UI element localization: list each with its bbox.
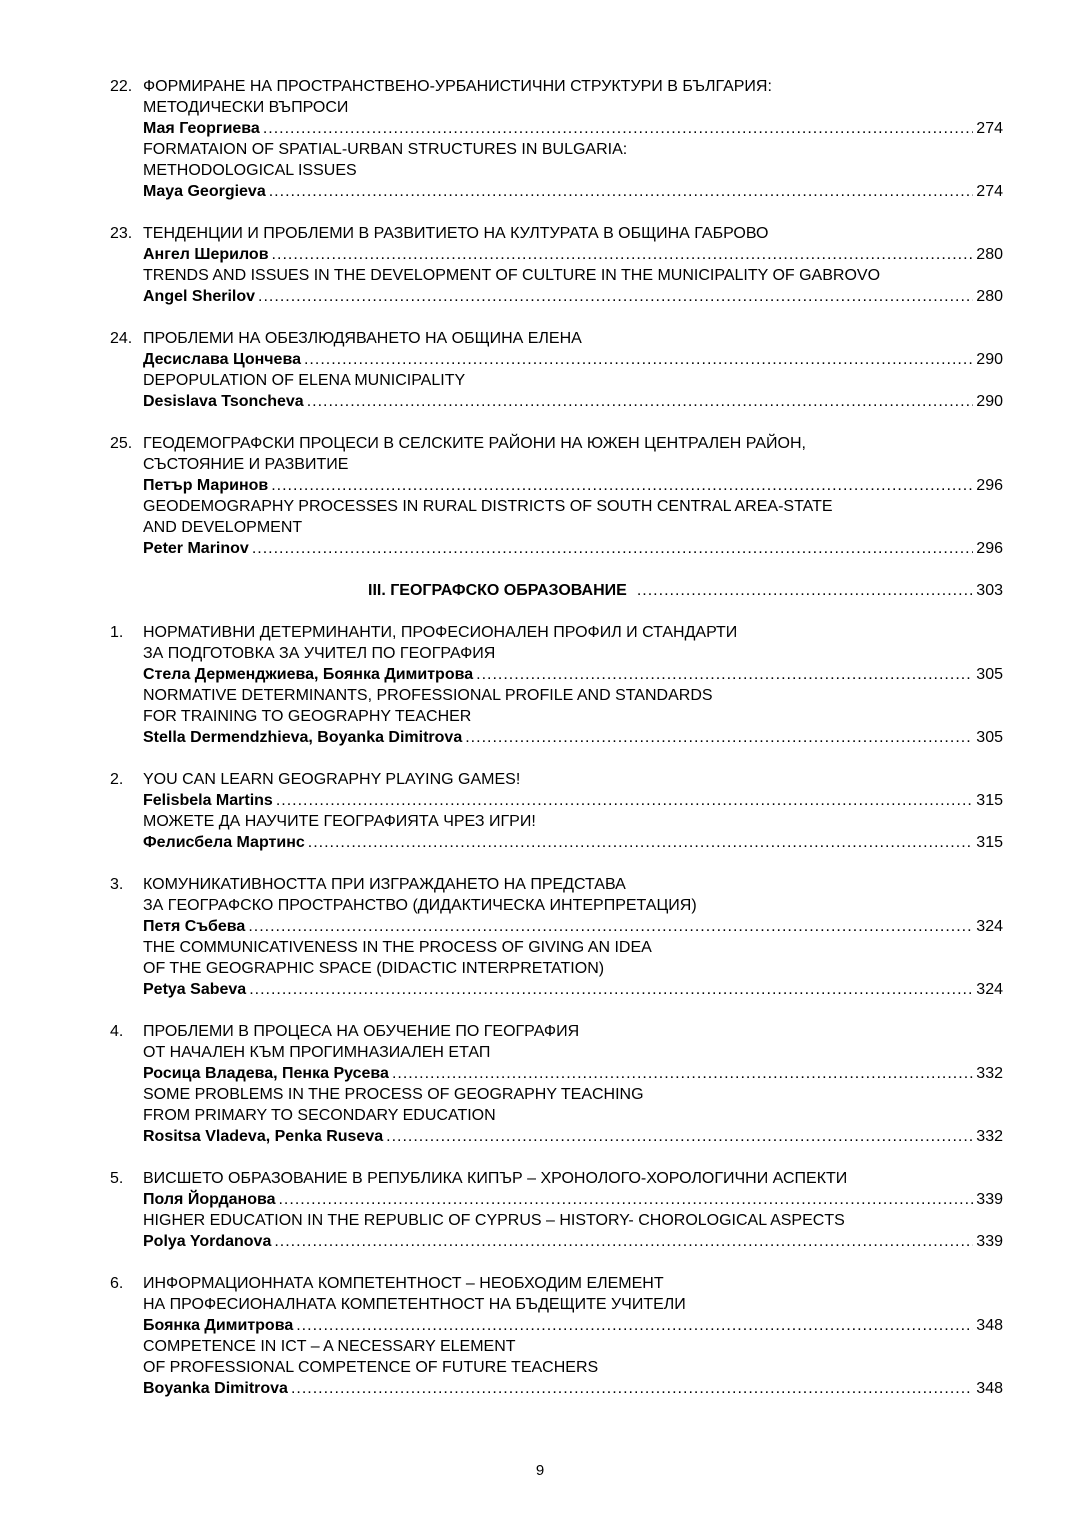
toc-part-2	[110, 622, 1003, 1399]
entry-page: 324	[976, 981, 1003, 998]
entry-title-line: SOME PROBLEMS IN THE PROCESS OF GEOGRAPHY TEACHING	[143, 1086, 644, 1103]
toc-author-line[interactable]	[143, 475, 1003, 496]
entry-content	[143, 769, 1003, 853]
entry-number: 2.	[110, 771, 124, 788]
entry-content	[143, 223, 1003, 307]
entry-page: 324	[976, 918, 1003, 935]
entry-title-line: МЕТОДИЧЕСКИ ВЪПРОСИ	[143, 99, 349, 116]
entry-page: 348	[976, 1380, 1003, 1397]
toc-author-line[interactable]	[143, 1126, 1003, 1147]
entry-title-line: FOR TRAINING TO GEOGRAPHY TEACHER	[143, 708, 472, 725]
entry-authors: Felisbela Martins	[143, 792, 273, 809]
entry-authors: Мая Георгиева	[143, 120, 260, 137]
entry-title-line: ПРОБЛЕМИ В ПРОЦЕСА НА ОБУЧЕНИЕ ПО ГЕОГРАФИЯ	[143, 1023, 580, 1040]
entry-page: 332	[976, 1128, 1003, 1145]
entry-title-line: COMPETENCE IN ICT – A NECESSARY ELEMENT	[143, 1338, 516, 1355]
dot-leader	[637, 580, 973, 601]
entry-content	[143, 76, 1003, 202]
entry-authors: Поля Йорданова	[143, 1191, 276, 1208]
toc-entry[interactable]	[110, 223, 1003, 307]
toc-author-line[interactable]	[143, 118, 1003, 139]
dot-leader	[263, 118, 973, 139]
entry-title-line: TRENDS AND ISSUES IN THE DEVELOPMENT OF CULTURE IN THE MUNICIPALITY OF GABROVO	[143, 267, 881, 284]
entry-number: 4.	[110, 1023, 124, 1040]
entry-content	[143, 1168, 1003, 1252]
entry-title-line: YOU CAN LEARN GEOGRAPHY PLAYING GAMES!	[143, 771, 521, 788]
toc-author-line[interactable]	[143, 790, 1003, 811]
toc-author-line[interactable]	[143, 244, 1003, 265]
entry-number: 24.	[110, 330, 133, 347]
entry-page: 305	[976, 666, 1003, 683]
dot-leader	[307, 391, 974, 412]
toc-author-line[interactable]	[143, 664, 1003, 685]
entry-title-line: НА ПРОФЕСИОНАЛНАТА КОМПЕТЕНТНОСТ НА БЪДЕЩИТЕ УЧИТЕЛИ	[143, 1296, 686, 1313]
entry-title-line: ГЕОДЕМОГРАФСКИ ПРОЦЕСИ В СЕЛСКИТЕ РАЙОНИ НА ЮЖЕН ЦЕНТРАЛЕН РАЙОН,	[143, 435, 806, 452]
toc-entry[interactable]	[110, 1273, 1003, 1399]
dot-leader	[274, 1231, 973, 1252]
entry-authors: Росица Владева, Пенка Русева	[143, 1065, 389, 1082]
entry-title-line: ПРОБЛЕМИ НА ОБЕЗЛЮДЯВАНЕТО НА ОБЩИНА ЕЛЕНА	[143, 330, 582, 347]
entry-number: 1.	[110, 624, 124, 641]
entry-title-line: THE COMMUNICATIVENESS IN THE PROCESS OF GIVING AN IDEA	[143, 939, 652, 956]
entry-page: 280	[976, 288, 1003, 305]
entry-title-line: ЗА ГЕОГРАФСКО ПРОСТРАНСТВО (ДИДАКТИЧЕСКА ИНТЕРПРЕТАЦИЯ)	[143, 897, 697, 914]
toc-entry[interactable]	[110, 1021, 1003, 1147]
toc-entry[interactable]	[110, 874, 1003, 1000]
toc-author-line[interactable]	[143, 1378, 1003, 1399]
dot-leader	[249, 979, 973, 1000]
toc-author-line[interactable]	[143, 1231, 1003, 1252]
entry-page: 332	[976, 1065, 1003, 1082]
entry-content	[143, 433, 1003, 559]
entry-title-line: ЗА ПОДГОТОВКА ЗА УЧИТЕЛ ПО ГЕОГРАФИЯ	[143, 645, 496, 662]
entry-authors: Desislava Tsoncheva	[143, 393, 304, 410]
toc-entry[interactable]	[110, 622, 1003, 748]
dot-leader	[476, 664, 973, 685]
toc-author-line[interactable]	[143, 916, 1003, 937]
entry-content	[143, 328, 1003, 412]
entry-page: 305	[976, 729, 1003, 746]
dot-leader	[392, 1063, 973, 1084]
toc-author-line[interactable]	[143, 1063, 1003, 1084]
dot-leader	[248, 916, 973, 937]
dot-leader	[276, 790, 973, 811]
dot-leader	[272, 244, 974, 265]
toc-entry[interactable]	[110, 1168, 1003, 1252]
entry-page: 280	[976, 246, 1003, 263]
toc-author-line[interactable]	[143, 349, 1003, 370]
entry-content	[143, 874, 1003, 1000]
entry-page: 348	[976, 1317, 1003, 1334]
dot-leader	[271, 475, 973, 496]
entry-page: 339	[976, 1233, 1003, 1250]
entry-title-line: OF THE GEOGRAPHIC SPACE (DIDACTIC INTERPRETATION)	[143, 960, 605, 977]
toc-entry[interactable]	[110, 76, 1003, 202]
toc-author-line[interactable]	[143, 979, 1003, 1000]
entry-page: 274	[976, 120, 1003, 137]
entry-authors: Боянка Димитрова	[143, 1317, 294, 1334]
toc-author-line[interactable]	[143, 1189, 1003, 1210]
dot-leader	[252, 538, 973, 559]
entry-title-line: ОТ НАЧАЛЕН КЪМ ПРОГИМНАЗИАЛЕН ЕТАП	[143, 1044, 491, 1061]
entry-title-line: ТЕНДЕНЦИИ И ПРОБЛЕМИ В РАЗВИТИЕТО НА КУЛТУРАТА В ОБЩИНА ГАБРОВО	[143, 225, 769, 242]
toc-author-line[interactable]	[143, 1315, 1003, 1336]
entry-authors: Стела Дерменджиева, Боянка Димитрова	[143, 666, 474, 683]
entry-content	[143, 1021, 1003, 1147]
entry-authors: Rositsa Vladeva, Penka Ruseva	[143, 1128, 384, 1145]
entry-title-line: СЪСТОЯНИЕ И РАЗВИТИЕ	[143, 456, 349, 473]
entry-title-line: НОРМАТИВНИ ДЕТЕРМИНАНТИ, ПРОФЕСИОНАЛЕН ПРОФИЛ И СТАНДАРТИ	[143, 624, 738, 641]
entry-authors: Peter Marinov	[143, 540, 249, 557]
entry-title-line: FROM PRIMARY TO SECONDARY EDUCATION	[143, 1107, 496, 1124]
entry-authors: Ангел Шерилов	[143, 246, 269, 263]
toc-author-line[interactable]	[143, 391, 1003, 412]
toc-author-line[interactable]	[143, 286, 1003, 307]
entry-title-line: AND DEVELOPMENT	[143, 519, 303, 536]
entry-title-line: DEPOPULATION OF ELENA MUNICIPALITY	[143, 372, 466, 389]
entry-number: 25.	[110, 435, 133, 452]
entry-authors: Angel Sherilov	[143, 288, 256, 305]
entry-title-line: ИНФОРМАЦИОННАТА КОМПЕТЕНТНОСТ – НЕОБХОДИМ ЕЛЕМЕНТ	[143, 1275, 664, 1292]
toc-author-line[interactable]	[143, 727, 1003, 748]
entry-content	[143, 622, 1003, 748]
entry-title-line: METHODOLOGICAL ISSUES	[143, 162, 357, 179]
entry-page: 290	[976, 393, 1003, 410]
dot-leader	[278, 1189, 973, 1210]
entry-authors: Десислава Цончева	[143, 351, 301, 368]
entry-title-line: ВИСШЕТО ОБРАЗОВАНИЕ В РЕПУБЛИКА КИПЪР – ХРОНОЛОГО-ХОРОЛОГИЧНИ АСПЕКТИ	[143, 1170, 848, 1187]
toc-part-1	[110, 76, 1003, 559]
entry-page: 296	[976, 540, 1003, 557]
toc-author-line[interactable]	[143, 832, 1003, 853]
toc-author-line[interactable]	[143, 181, 1003, 202]
toc-entry[interactable]	[110, 769, 1003, 853]
entry-authors: Maya Georgieva	[143, 183, 266, 200]
entry-authors: Boyanka Dimitrova	[143, 1380, 288, 1397]
entry-title-line: МОЖЕТЕ ДА НАУЧИТЕ ГЕОГРАФИЯТА ЧРЕЗ ИГРИ!	[143, 813, 536, 830]
dot-leader	[296, 1315, 973, 1336]
dot-leader	[308, 832, 974, 853]
entry-page: 290	[976, 351, 1003, 368]
entry-authors: Петър Маринов	[143, 477, 269, 494]
entry-page: 274	[976, 183, 1003, 200]
section-title: III. ГЕОГРАФСКО ОБРАЗОВАНИЕ	[368, 582, 627, 599]
entry-title-line: HIGHER EDUCATION IN THE REPUBLIC OF CYPRUS – HISTORY- CHOROLOGICAL ASPECTS	[143, 1212, 845, 1229]
dot-leader	[386, 1126, 973, 1147]
page-number: 9	[535, 1462, 545, 1479]
toc-entry[interactable]	[110, 328, 1003, 412]
entry-number: 3.	[110, 876, 124, 893]
dot-leader	[258, 286, 973, 307]
entry-number: 22.	[110, 78, 133, 95]
entry-authors: Фелисбела Мартинс	[143, 834, 305, 851]
dot-leader	[269, 181, 974, 202]
entry-authors: Petya Sabeva	[143, 981, 247, 998]
entry-page: 315	[976, 792, 1003, 809]
entry-title-line: ФОРМИРАНЕ НА ПРОСТРАНСТВЕНО-УРБАНИСТИЧНИ СТРУКТУРИ В БЪЛГАРИЯ:	[143, 78, 772, 95]
entry-number: 5.	[110, 1170, 124, 1187]
entry-page: 339	[976, 1191, 1003, 1208]
entry-title-line: КОМУНИКАТИВНОСТТА ПРИ ИЗГРАЖДАНЕТО НА ПРЕДСТАВА	[143, 876, 626, 893]
dot-leader	[304, 349, 973, 370]
toc-entry[interactable]	[110, 433, 1003, 559]
entry-number: 6.	[110, 1275, 124, 1292]
dot-leader	[291, 1378, 973, 1399]
entry-authors: Polya Yordanova	[143, 1233, 272, 1250]
entry-title-line: FORMATAION OF SPATIAL-URBAN STRUCTURES IN BULGARIA:	[143, 141, 628, 158]
table-of-contents	[110, 76, 1003, 1420]
section-heading[interactable]	[110, 580, 1003, 601]
entry-page: 315	[976, 834, 1003, 851]
entry-number: 23.	[110, 225, 133, 242]
dot-leader	[465, 727, 973, 748]
entry-title-line: GEODEMOGRAPHY PROCESSES IN RURAL DISTRICTS OF SOUTH CENTRAL AREA-STATE	[143, 498, 833, 515]
entry-authors: Stella Dermendzhieva, Boyanka Dimitrova	[143, 729, 463, 746]
section-page: 303	[976, 582, 1003, 599]
entry-page: 296	[976, 477, 1003, 494]
entry-authors: Петя Събева	[143, 918, 246, 935]
toc-author-line[interactable]	[143, 538, 1003, 559]
entry-title-line: NORMATIVE DETERMINANTS, PROFESSIONAL PROFILE AND STANDARDS	[143, 687, 713, 704]
entry-title-line: OF PROFESSIONAL COMPETENCE OF FUTURE TEACHERS	[143, 1359, 599, 1376]
entry-content	[143, 1273, 1003, 1399]
